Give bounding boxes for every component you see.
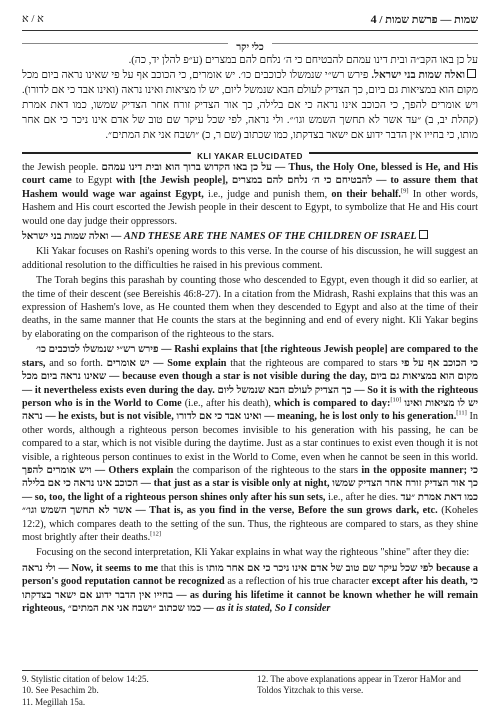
english-para-5	[22, 343, 478, 544]
hebrew-para-1: על כן באו הקב״ה ובית דינו עמהם להבטיחם כי ה׳ נלחם להם במצרים (ע״פ להלן יד, כה).	[128, 55, 478, 66]
text-run: — because even though a star is not visible during the day,	[106, 371, 368, 383]
english-para-1	[22, 161, 478, 228]
hebrew-phrase: ואלה שמות בני ישראל	[22, 231, 109, 243]
footnote-marker: [10]	[390, 396, 402, 404]
hebrew-phrase: לפי שכל עיקר שם טוב של אדם אינו ניכר כי אם אחר מותו	[206, 562, 434, 574]
english-para-2	[22, 230, 478, 243]
text-run: and so forth.	[45, 357, 103, 369]
text-run: — AND THESE ARE THE NAMES OF THE CHILDREN OF ISRAEL	[108, 231, 417, 243]
footnote: 9. Stylistic citation of below 14:25.	[22, 673, 149, 684]
footnotes-left-column	[22, 674, 243, 709]
hebrew-phrase: יש אומרים	[106, 357, 150, 369]
footnote-marker: [12]	[150, 530, 162, 538]
hebrew-phrase: יש לו מציאות ואינו נראה	[22, 397, 479, 423]
text-run: on their behalf.	[331, 188, 401, 200]
hebrew-phrase: כי בחייו אין הדבר ידוע אם ישאר בצדקתו	[22, 576, 479, 601]
text-run: — Rashi explains that [the righteous Jewish people] are compared to the stars,	[22, 344, 478, 369]
text-run: the comparison of the righteous to the stars	[173, 464, 362, 476]
footnote: 11. Megillah 15a.	[22, 696, 86, 707]
english-para-4: The Torah begins this parashah by counting those who descended to Egypt, even though it did so earlier, at the time of their descent (see Bereishis 46:8-27). In a citation from the Midrash, Rashi explains that this was an expression of Hashem's love, as He counted them when they descended to Egypt and also at the time of their deaths, in the same manner that He counts the stars at the beginning and end of every night. Kli Yakar begins by elaborating on the comparison of the righteous to the stars.	[22, 275, 478, 340]
english-para-6: Focusing on the second interpretation, Kli Yakar explains in what way the righteous "shine" after they die:	[36, 547, 470, 559]
hebrew-para-2-text: פירש רש״י שנמשלו לכוכבים כו׳. יש אומרים, כי הכוכב אף על פי שאינו נראה ביום מכל מקום הוא במציאות גם ביום, כך הצדיק לעולם הבא שנמשל ליום, יש לו מציאות ואינו נראה (ואינו אבד כי אם לדורו). ויש אומרים להפך, כי הכוכב אינו נראה כי אם בלילה, כך אור הצדיק זורח אחר הצדיק שמשו, כמו דאת אמרת (קהלת יב, ב) ״עד אשר לא תחשך השמש וגו׳״. ולי נראה, לפי שכל עיקר שם טוב של אדם אינו ניכר כי אם אחר מותו, כי בחייו אין הדבר ידוע אם ישאר בצדקתו, כמו שכתוב (שם ר, כ) ״ושבח אני את המתים״.	[22, 70, 478, 141]
square-marker-icon	[467, 69, 476, 78]
text-run: i.e., judge and punish them,	[203, 188, 332, 200]
hebrew-phrase: כמו שכתוב ״ושבח אני את המתים״	[67, 603, 202, 614]
footnotes	[22, 670, 478, 709]
text-run: that this is	[158, 562, 204, 574]
english-para-3: Kli Yakar focuses on Rashi's opening words to this verse. In the course of his discussion, he will suggest an additional resolution to the difficulties he raised in his previous comment.	[22, 246, 478, 271]
text-run: that the righteous are compared to stars	[226, 357, 398, 369]
hebrew-phrase: על כן באו הקדוש ברוך הוא ובית דינו עמהם	[101, 162, 272, 173]
text-run: to Egypt	[71, 175, 117, 187]
text-run: i.e., after he dies.	[325, 491, 399, 503]
hebrew-para-2	[22, 68, 478, 143]
text-run: (i.e., after his death),	[181, 397, 275, 409]
hebrew-phrase: כך אור הצדיק זורח אחר הצדיק שמשו	[332, 478, 478, 490]
hebrew-phrase: ויש אומרים להפך	[22, 464, 92, 476]
footnote: 10. See Pesachim 2b.	[22, 685, 99, 695]
folio-number: 4	[370, 11, 377, 26]
text-run: as a reflection of his true character	[224, 576, 372, 588]
text-run: — as during his lifetime it cannot be known whether he will remain righteous,	[22, 589, 479, 614]
chapter-reference: א / א	[22, 13, 44, 25]
text-run: In other words, although a righteous person becomes invisible to his generation with his passing, he can be compared to a star, which is not visible during the daytime. Just as a star continues to exist even though it is not visible, a righteous person continues to exist in the World to Come, even when he cannot be seen in this world.	[22, 411, 478, 463]
elucidated-label: KLI YAKAR ELUCIDATED	[191, 152, 309, 161]
footnote: 12. The above explanations appear in Tzeror HaMor and Toldos Yitzchak to this verse.	[257, 673, 461, 695]
hebrew-phrase: כך הצדיק לעולם הבא שנמשל ליום	[217, 384, 352, 396]
hebrew-phrase: כמו דאת אמרת ״עד אשר לא תחשך השמש וגו׳״	[22, 491, 478, 517]
page-header	[22, 8, 478, 31]
text-run: — Others explain	[91, 464, 174, 476]
hebrew-phrase: ולי נראה	[22, 562, 56, 574]
hebrew-para-2-lead: ואלה שמות בני ישראל.	[371, 70, 465, 81]
text-run: in the opposite manner;	[361, 464, 468, 476]
text-run: — Some explain	[149, 357, 227, 369]
text-run: — That is, as you find in the verse, Before the sun grows dark, etc.	[131, 505, 438, 517]
footnotes-right-column	[257, 674, 478, 709]
english-para-7	[22, 562, 478, 616]
hebrew-section-label	[22, 37, 478, 53]
text-run: — to assure them that Hashem would wage war against Egypt,	[22, 175, 479, 200]
text-run: — as it is stated, So I consider	[201, 603, 331, 614]
footnote-marker: [9]	[400, 187, 409, 195]
text-run: (Koheles 12:2), which compares death to the setting of the sun. Thus, the righteous are compared to stars, as they shine most brightly after their deaths.	[22, 505, 478, 543]
hebrew-phrase: פירש רש״י שנמשלו לכוכבים כו׳	[36, 344, 159, 356]
hebrew-phrase: כי הכוכב אינו נראה כי אם בלילה	[22, 464, 479, 490]
text-run: — he exists, but is not visible,	[42, 411, 174, 423]
running-title: שמות — פרשת שמות / 4	[370, 11, 478, 26]
hebrew-section-label-text: כלי יקר	[228, 42, 272, 53]
hebrew-commentary	[22, 53, 478, 143]
square-marker-icon	[419, 230, 428, 239]
english-elucidation	[22, 161, 478, 615]
footnote-marker: [11]	[456, 409, 467, 417]
running-title-text: שמות — פרשת שמות	[385, 13, 478, 26]
text-run: — So it is with the righteous person who is in the World to Come	[22, 384, 479, 409]
text-run: with [the Jewish people],	[116, 175, 228, 187]
text-run: — meaning, he is lost only to his generation.	[261, 411, 457, 423]
text-run: except after his death,	[371, 576, 468, 588]
elucidated-divider	[22, 146, 478, 161]
hebrew-phrase: מקום הוא במציאות גם ביום	[370, 371, 478, 383]
hebrew-phrase: להבטיחם כי ה׳ נלחם להם במצרים	[231, 175, 373, 187]
text-run: which is compared to day:	[274, 397, 391, 409]
text-run: the Jewish people.	[22, 162, 99, 173]
hebrew-phrase: ואינו אבד כי אם לדורו	[176, 411, 262, 423]
text-run: because a person's good reputation cannot be recognized	[22, 562, 479, 588]
text-run: — so, too, the light of a righteous person shines only after his sun sets,	[22, 491, 326, 503]
text-run: — that just as a star is visible only at night,	[138, 478, 330, 490]
text-run: — Thus, the Holy One, blessed is He, and His court came	[22, 162, 479, 187]
text-run: — Now, it seems to me	[55, 562, 158, 574]
text-run: In other words, Hashem and His court escorted the Jewish people in their descent to Egypt, to symbolize that He and His court would one day judge their oppressors.	[22, 188, 478, 227]
text-run: — it nevertheless exists even during the day.	[22, 384, 215, 396]
hebrew-phrase: כי הכוכב אף על פי שאינו נראה ביום מכל	[22, 357, 478, 383]
